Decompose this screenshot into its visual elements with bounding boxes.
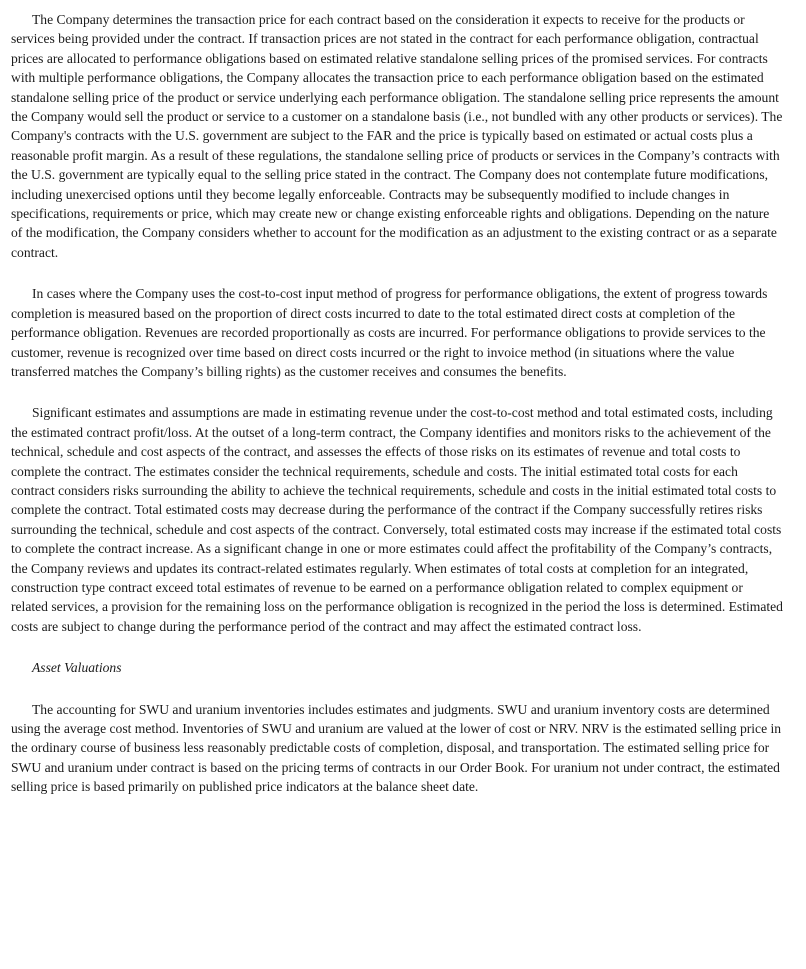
paragraph-significant-estimates: Significant estimates and assumptions are made in estimating revenue under the cost-to-cost method and total estimated costs, including the estimated contract profit/loss. At the outset of a long-term contract, the Company identifies and monitors risks to the achievement of the technical, schedule and cost aspects of the contract, and assesses the effects of those risks on its estimates of revenue and total costs to complete the contract. The estimates consider the technical requirements, schedule and costs. The initial estimated total costs for each contract considers risks surrounding the ability to achieve the technical requirements, schedule and costs in the initial estimated total costs to complete the contract. Total estimated costs may decrease during the performance of the contract if the Company successfully retires risks surrounding the technical, schedule and cost aspects of the contract. Conversely, total estimated costs may increase if the estimated total costs to complete the contract increase. As a significant change in one or more estimates could affect the profitability of the Company’s contracts, the Company reviews and updates its contract-related estimates regularly. When estimates of total costs at completion for an integrated, construction type contract exceed total estimates of revenue to be earned on a performance obligation related to complex equipment or related services, a provision for the remaining loss on the performance obligation is recognized in the period the loss is determined. Estimated costs are subject to change during the performance period of the contract and may affect the estimated contract loss.	[11, 405, 783, 634]
paragraph-transaction-price: The Company determines the transaction price for each contract based on the consideration it expects to receive for the products or services being provided under the contract. If transaction prices are not stated in the contract for each performance obligation, contractual prices are allocated to performance obligations based on estimated relative standalone selling prices of the promised services. For contracts with multiple performance obligations, the Company allocates the transaction price to each performance obligation based on the estimated standalone selling price of the product or service underlying each performance obligation. The standalone selling price represents the amount the Company would sell the product or service to a customer on a standalone basis (i.e., not bundled with any other products or services). The Company's contracts with the U.S. government are subject to the FAR and the price is typically based on estimated or actual costs plus a reasonable profit margin. As a result of these regulations, the standalone selling price of products or services in the Company’s contracts with the U.S. government are typically equal to the selling price stated in the contract. The Company does not contemplate future modifications, including unexercised options until they become legally enforceable. Contracts may be subsequently modified to include changes in specifications, requirements or price, which may create new or change existing enforceable rights and obligations. Depending on the nature of the modification, the Company considers whether to account for the modification as an adjustment to the existing contract or as a separate contract.	[11, 12, 783, 260]
section-heading-asset-valuations: Asset Valuations	[32, 660, 122, 676]
paragraph-cost-to-cost-method: In cases where the Company uses the cost-to-cost input method of progress for performance obligations, the extent of progress towards completion is measured based on the proportion of direct costs incurred to date to the total estimated direct costs at completion of the performance obligation. Revenues are recorded proportionally as costs are incurred. For performance obligations to provide services to the customer, revenue is recognized over time based on direct costs incurred or the right to invoice method (in situations where the value transferred matches the Company’s billing rights) as the customer receives and consumes the benefits.	[11, 286, 768, 379]
document-body	[11, 10, 783, 797]
paragraph-asset-valuations: The accounting for SWU and uranium inventories includes estimates and judgments. SWU and uranium inventory costs are determined using the average cost method. Inventories of SWU and uranium are valued at the lower of cost or NRV. NRV is the estimated selling price in the ordinary course of business less reasonably predictable costs of completion, disposal, and transportation. The estimated selling price for SWU and uranium under contract is based on the pricing terms of contracts in our Order Book. For uranium not under contract, the estimated selling price is based primarily on published price indicators at the balance sheet date.	[11, 701, 782, 795]
